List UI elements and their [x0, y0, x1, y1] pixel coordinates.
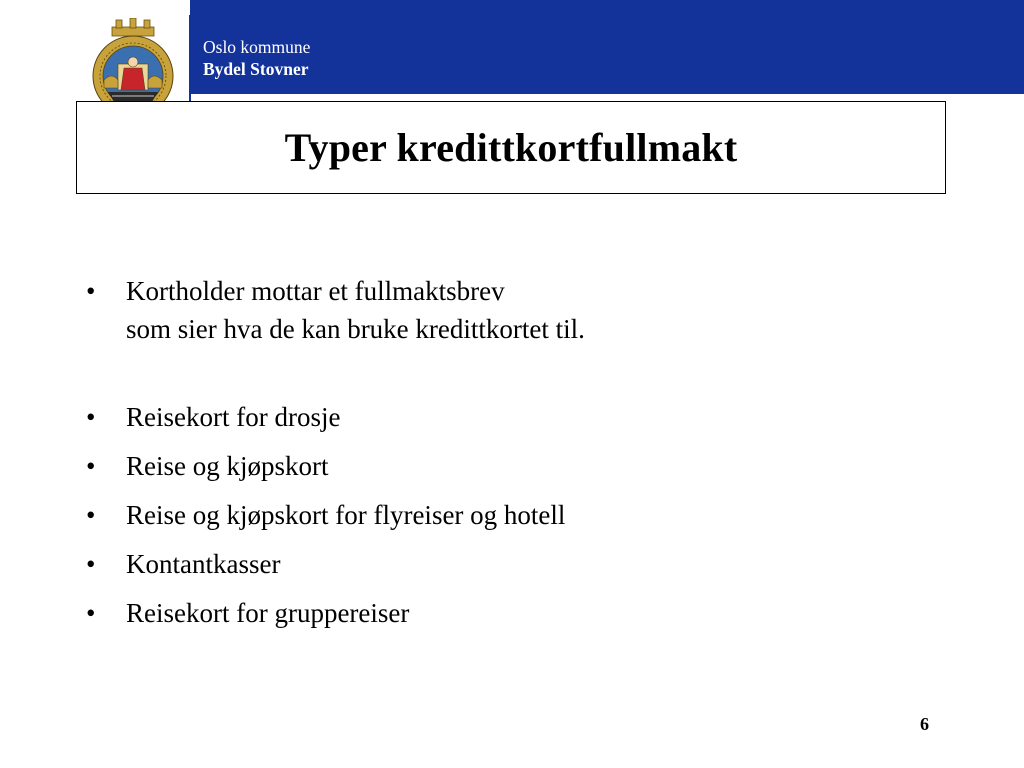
bullet-item — [86, 447, 946, 485]
bullet-text: Kontantkasser — [126, 549, 281, 579]
bullet-glyph: • — [86, 598, 96, 628]
bullet-text-line2: som sier hva de kan bruke kredittkortet til. — [126, 314, 585, 344]
bullet-glyph: • — [86, 402, 96, 432]
bullet-text-line1: Kortholder mottar et fullmaktsbrev — [126, 276, 505, 306]
bullet-item — [86, 272, 946, 348]
slide-title-box — [76, 101, 946, 194]
bullet-glyph: • — [86, 549, 96, 579]
org-line1: Oslo kommune — [203, 37, 311, 57]
bullet-glyph: • — [86, 500, 96, 530]
bullet-text: Reisekort for gruppereiser — [126, 598, 410, 628]
bullet-item — [86, 594, 946, 632]
org-line2: Bydel Stovner — [203, 59, 309, 79]
bullet-text: Reise og kjøpskort for flyreiser og hotell — [126, 500, 566, 530]
bullet-list — [86, 272, 946, 643]
page-number: 6 — [920, 714, 929, 734]
bullet-item — [86, 496, 946, 534]
organization-name — [203, 36, 310, 80]
bullet-item — [86, 398, 946, 436]
bullet-text: Reisekort for drosje — [126, 402, 341, 432]
bullet-glyph: • — [86, 276, 96, 306]
bullet-glyph: • — [86, 451, 96, 481]
slide-title: Typer kredittkortfullmakt — [284, 125, 738, 170]
bullet-item — [86, 545, 946, 583]
bullet-text: Reise og kjøpskort — [126, 451, 329, 481]
